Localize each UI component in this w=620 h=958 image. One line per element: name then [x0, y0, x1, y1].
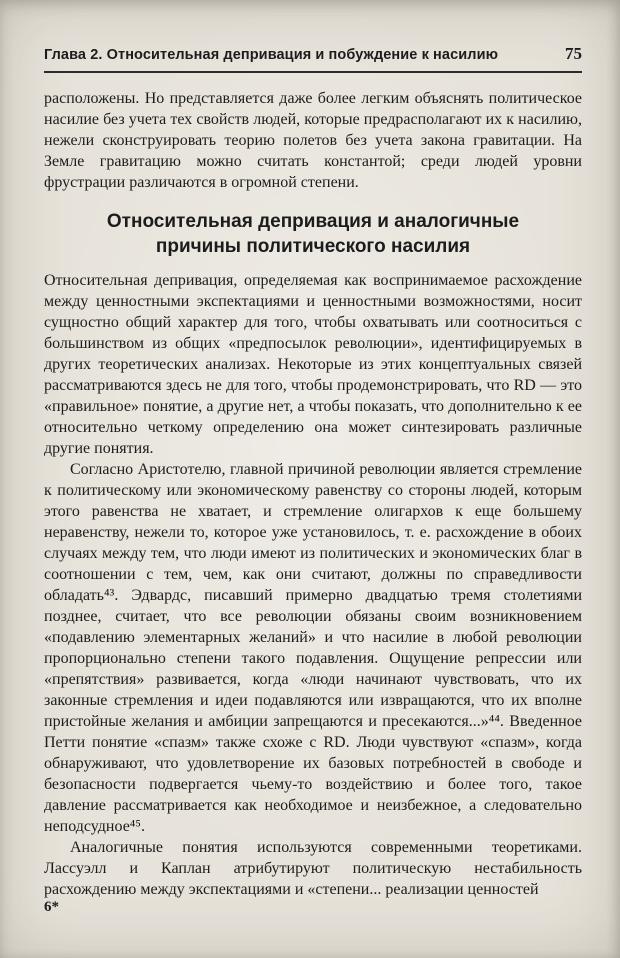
signature-mark: 6* [44, 899, 59, 915]
page-body [44, 88, 582, 900]
paragraph: Согласно Аристотелю, главной причиной революции является стремление к политическому или экономическому равенству со стороны людей, которым этого равенства не хватает, и стремление олигархов к еще большему неравенству, нежели то, которое уже установилось, т. е. расхождение в обоих случаях между тем, что люди имеют из политических и экономических благ в соотношении с тем, чем, как они считают, должны по справедливости обладать⁴³. Эдвардс, писавший примерно двадцатью тремя столетиями позднее, считает, что все революции обязаны своим возникновением «подавлению элементарных желаний» и что насилие в любой революции пропорционально степени такого подавления. Ощущение репрессии или «препятствия» развивается, когда «люди начинают чувствовать, что их законные стремления и идеи подавляются или извращаются, что их вполне пристойные желания и амбиции запрещаются и пресекаются...»⁴⁴. Введенное Петти понятие «спазм» также схоже с RD. Люди чувствуют «спазм», когда обнаруживают, что удовлетворение их базовых потребностей в свободе и безопасности подвергается чьему-то воздействию и более того, такое давление рассматривается как необходимое и неизбежное, а следовательно неподсудное⁴⁵. [44, 461, 582, 835]
running-head-chapter: Глава 2. Относительная депривация и побуждение к насилию [44, 47, 499, 63]
paragraph: Относительная депривация, определяемая как воспринимаемое расхождение между ценностными экспектациями и ценностными возможностями, носит сущностно общий характер для того, чтобы охватывать или соотноситься с большинством из общих «предпосылок революции», идентифицируемых в других теоретических анализах. Некоторые из этих концептуальных связей рассматриваются здесь не для того, чтобы продемонстрировать, что RD — это «правильное» понятие, а другие нет, а чтобы показать, что дополнительно к ее относительно четкому определению она может синтезировать различные другие понятия. [44, 272, 582, 457]
section-heading: Относительная депривация и аналогичные причины политического насилия [106, 211, 520, 257]
page-header [44, 44, 582, 73]
paragraph-continuation: расположены. Но представляется даже более легким объяснять политическое насилие без учета тех свойств людей, которые предрасполагают их к насилию, нежели сконструировать теорию полетов без учета закона гравитации. На Земле гравитацию можно считать константой; среди людей уровни фрустрации различаются в огромной степени. [44, 90, 582, 191]
paragraph: Аналогичные понятия используются современными теоретиками. Лассуэлл и Каплан атрибутируют политическую нестабильность расхождению между экспектациями и «степени... реализации ценностей [44, 839, 582, 898]
page-number: 75 [565, 44, 582, 63]
